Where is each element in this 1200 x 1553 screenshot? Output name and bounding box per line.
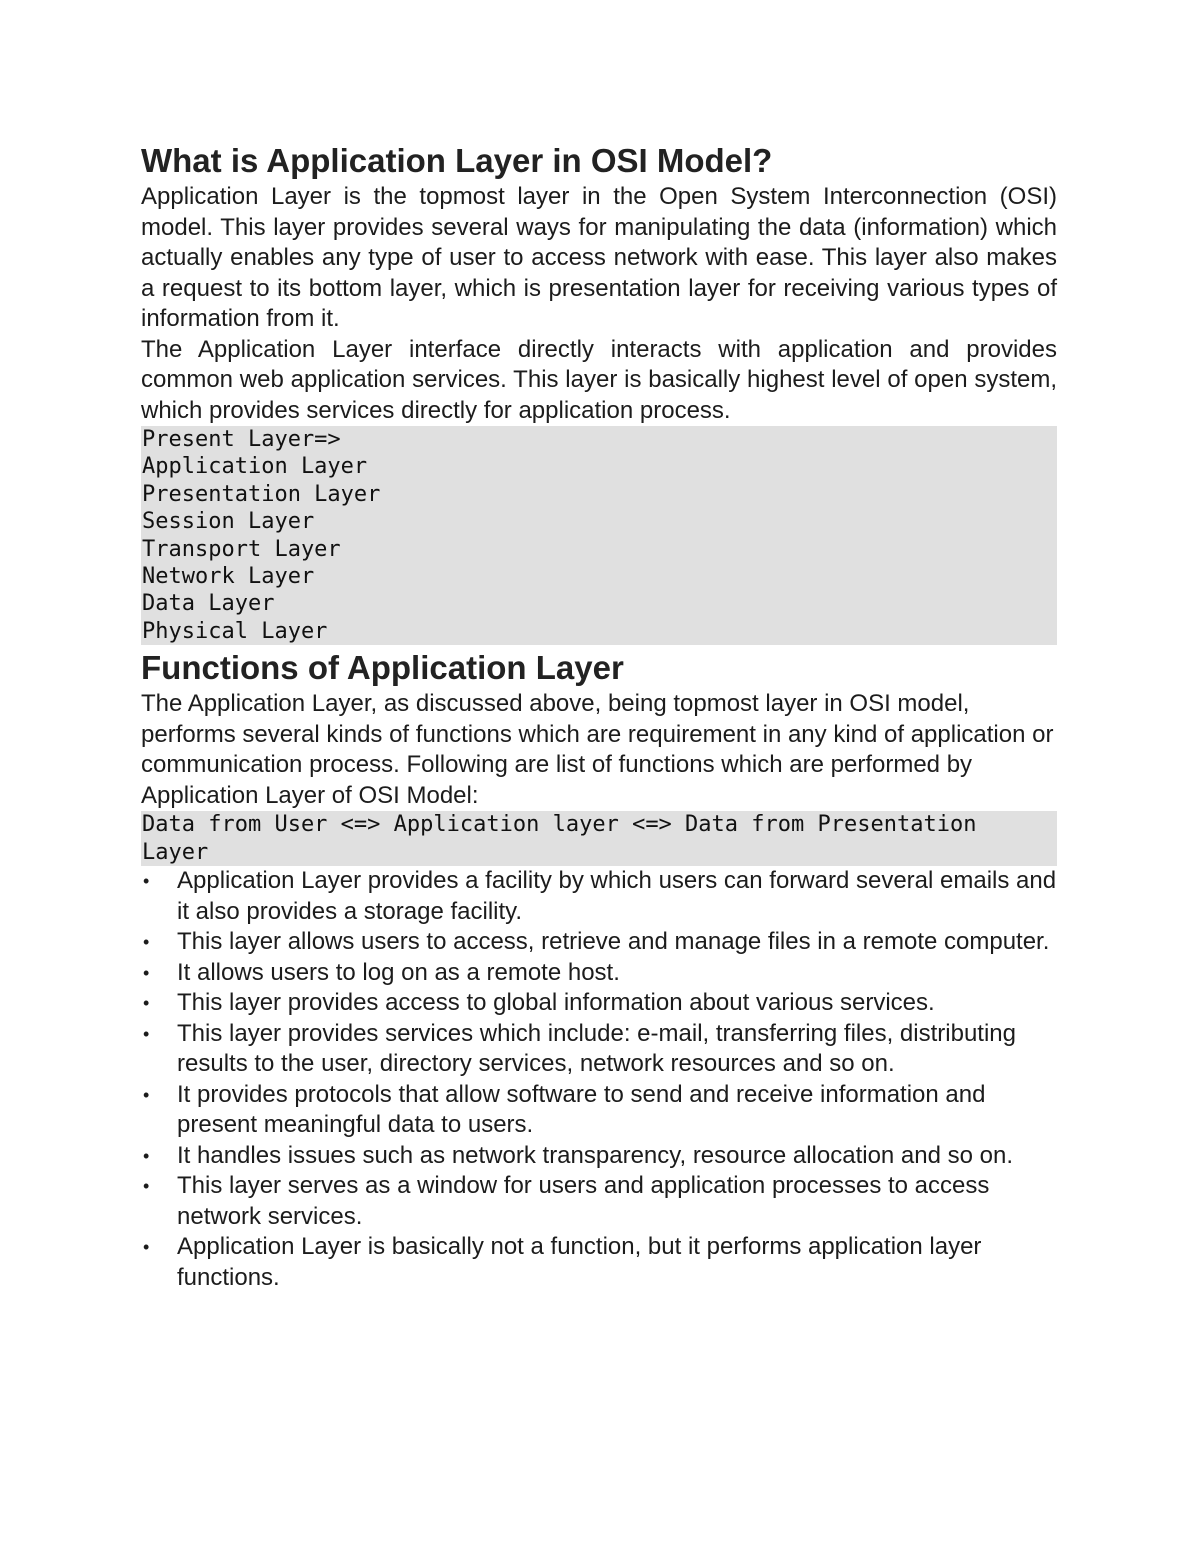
code-line: Physical Layer bbox=[142, 618, 328, 644]
list-item bbox=[141, 1141, 1057, 1172]
list-item bbox=[141, 1232, 1057, 1293]
code-line: Application Layer bbox=[142, 454, 368, 480]
functions-intro-paragraph: The Application Layer, as discussed above, being topmost layer in OSI model, performs several kinds of functions which are requirement in any kind of application or communication process. Following are list of functions which are performed by Application Layer of OSI Model: bbox=[141, 690, 1054, 809]
bullet-icon: • bbox=[143, 1176, 150, 1197]
list-item-text: This layer serves as a window for users and application processes to access network services. bbox=[177, 1172, 990, 1230]
list-item-text: This layer provides access to global information about various services. bbox=[177, 989, 935, 1017]
list-item bbox=[141, 988, 1057, 1019]
code-line: Session Layer bbox=[142, 509, 315, 535]
code-line: Data Layer bbox=[142, 591, 275, 617]
bullet-icon: • bbox=[143, 962, 150, 983]
code-line: Presentation Layer bbox=[142, 481, 381, 507]
bullet-icon: • bbox=[143, 932, 150, 953]
list-item-text: Application Layer provides a facility by which users can forward several emails and it also provides a storage facility. bbox=[177, 867, 1057, 925]
list-item bbox=[141, 927, 1057, 958]
list-item bbox=[141, 1171, 1057, 1232]
list-item-text: This layer provides services which include: e-mail, transferring files, distributing results to the user, directory services, network resources and so on. bbox=[177, 1019, 1016, 1078]
list-item bbox=[141, 1019, 1057, 1080]
intro-paragraph-1: Application Layer is the topmost layer in the Open System Interconnection (OSI) model. This layer provides several ways for manipulating the data (information) which actually enables any type of user to access network with ease. This layer also makes a request to its bottom layer, which is presentation layer for receiving various types of information from it. bbox=[141, 183, 1057, 332]
bullet-icon: • bbox=[143, 871, 150, 892]
bullet-icon: • bbox=[143, 1084, 150, 1105]
list-item-text: It allows users to log on as a remote host. bbox=[177, 958, 620, 986]
functions-list bbox=[141, 866, 1057, 1293]
list-item-text: It provides protocols that allow software to send and receive information and present meaningful data to users. bbox=[177, 1080, 986, 1139]
heading-functions-of-application-layer: Functions of Application Layer bbox=[141, 649, 624, 687]
heading-what-is-application-layer: What is Application Layer in OSI Model? bbox=[141, 142, 773, 179]
document-page bbox=[141, 140, 1057, 1293]
list-item-text: It handles issues such as network transparency, resource allocation and so on. bbox=[177, 1141, 1014, 1169]
code-line: Transport Layer bbox=[142, 536, 341, 562]
code-line: Network Layer bbox=[142, 564, 315, 590]
list-item bbox=[141, 1080, 1057, 1141]
osi-layers-code-block bbox=[141, 426, 1057, 645]
list-item-text: Application Layer is basically not a function, but it performs application layer functions. bbox=[177, 1233, 982, 1291]
intro-paragraph-2: The Application Layer interface directly interacts with application and provides common web application services. This layer is basically highest level of open system, which provides services directly for application process. bbox=[141, 335, 1057, 424]
bullet-icon: • bbox=[143, 993, 150, 1014]
list-item-text: This layer allows users to access, retrieve and manage files in a remote computer. bbox=[177, 928, 1050, 956]
list-item bbox=[141, 958, 1057, 989]
list-item bbox=[141, 866, 1057, 927]
bullet-icon: • bbox=[143, 1145, 150, 1166]
bullet-icon: • bbox=[143, 1023, 150, 1044]
code-line: Present Layer=> bbox=[142, 427, 341, 452]
data-flow-code-block: Data from User <=> Application layer <=> Data from Presentation Layer bbox=[141, 811, 1057, 866]
bullet-icon: • bbox=[143, 1237, 150, 1258]
